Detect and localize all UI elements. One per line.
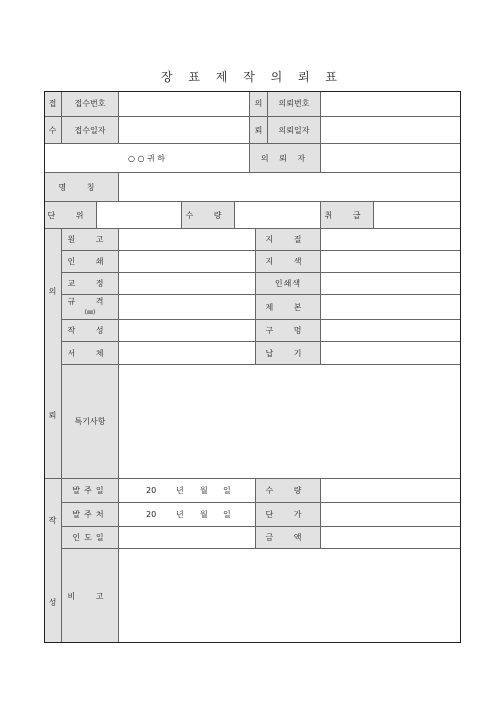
label-amount: 금 액: [256, 526, 321, 548]
label-dimensions-unit: (㎜): [84, 309, 96, 316]
label-unit-price: 단 가: [256, 502, 321, 526]
field-order-date[interactable]: [119, 478, 256, 502]
request-date-field[interactable]: [321, 117, 461, 143]
label-holes: 구 멍: [256, 319, 321, 341]
requester-label: 의 뢰 자: [250, 143, 321, 172]
field-typeface[interactable]: [119, 341, 256, 364]
label-print-color: 인쇄색: [256, 272, 321, 294]
order-date-year: 20: [146, 486, 157, 495]
handling-label: 취 급: [321, 201, 374, 228]
field-manuscript[interactable]: [119, 228, 256, 250]
reception-side-label-2: 수: [44, 117, 62, 143]
order-date-month-label: 월: [200, 486, 208, 495]
label-composition: 작 성: [62, 319, 119, 341]
label-special-notes: 특기사항: [62, 364, 119, 478]
addressee: ○ ○ 귀 하: [44, 143, 250, 172]
requester-field[interactable]: [321, 143, 461, 172]
label-proofreading: 교 정: [62, 272, 119, 294]
order-date-year-label: 년: [176, 486, 184, 495]
name-label: 명 칭: [44, 172, 119, 201]
field-proofreading[interactable]: [119, 272, 256, 294]
label-printing: 인 쇄: [62, 250, 119, 272]
page-title: 장 표 제 작 의 뢰 표: [160, 70, 344, 84]
production-section-side-2: 성: [48, 597, 57, 607]
supplier-date-month-label: 월: [200, 510, 208, 519]
label-remarks: 비 고: [62, 548, 119, 643]
supplier-date-day-label: 일: [223, 510, 231, 519]
field-composition[interactable]: [119, 319, 256, 341]
label-supplier: 발주처: [62, 502, 119, 526]
field-amount[interactable]: [321, 526, 461, 548]
production-section-side-1: 작: [48, 515, 57, 525]
quantity-field[interactable]: [235, 201, 321, 228]
field-unit-price[interactable]: [321, 502, 461, 526]
request-side-label-1: 의: [250, 91, 268, 117]
reception-number-label: 접수번호: [62, 91, 119, 117]
label-paper-color: 지 색: [256, 250, 321, 272]
label-dimensions-text: 규 격: [67, 297, 113, 306]
field-delivery-deadline[interactable]: [321, 341, 461, 364]
field-paper-quality[interactable]: [321, 228, 461, 250]
field-dimensions[interactable]: [119, 294, 256, 319]
field-binding[interactable]: [321, 294, 461, 319]
order-date-day-label: 일: [223, 486, 231, 495]
unit-label: 단 위: [44, 201, 97, 228]
production-section-side: [44, 478, 62, 643]
label-dimensions: [62, 294, 119, 319]
request-number-label: 의뢰번호: [268, 91, 321, 117]
label-paper-quality: 지 질: [256, 228, 321, 250]
field-special-notes[interactable]: [119, 364, 461, 478]
request-number-field[interactable]: [321, 91, 461, 117]
label-delivery-date: 인도일: [62, 526, 119, 548]
label-binding: 제 본: [256, 294, 321, 319]
reception-side-label-1: 접: [44, 91, 62, 117]
request-section-side-1: 의: [48, 286, 57, 296]
request-side-label-2: 뢰: [250, 117, 268, 143]
request-section-side: [44, 228, 62, 478]
label-order-date: 발주일: [62, 478, 119, 502]
field-supplier[interactable]: [119, 502, 256, 526]
field-remarks[interactable]: [119, 548, 461, 643]
supplier-date-year: 20: [146, 510, 157, 519]
field-holes[interactable]: [321, 319, 461, 341]
field-delivery-date[interactable]: [119, 526, 256, 548]
field-printing[interactable]: [119, 250, 256, 272]
handling-field[interactable]: [374, 201, 461, 228]
supplier-date-year-label: 년: [176, 510, 184, 519]
field-paper-color[interactable]: [321, 250, 461, 272]
field-prod-quantity[interactable]: [321, 478, 461, 502]
reception-date-field[interactable]: [119, 117, 250, 143]
label-typeface: 서 체: [62, 341, 119, 364]
unit-field[interactable]: [97, 201, 182, 228]
request-date-label: 의뢰일자: [268, 117, 321, 143]
label-prod-quantity: 수 량: [256, 478, 321, 502]
request-section-side-2: 뢰: [48, 411, 57, 421]
field-print-color[interactable]: [321, 272, 461, 294]
quantity-label: 수 량: [182, 201, 235, 228]
label-delivery-deadline: 납 기: [256, 341, 321, 364]
reception-date-label: 접수일자: [62, 117, 119, 143]
reception-number-field[interactable]: [119, 91, 250, 117]
label-manuscript: 원 고: [62, 228, 119, 250]
name-field[interactable]: [119, 172, 461, 201]
